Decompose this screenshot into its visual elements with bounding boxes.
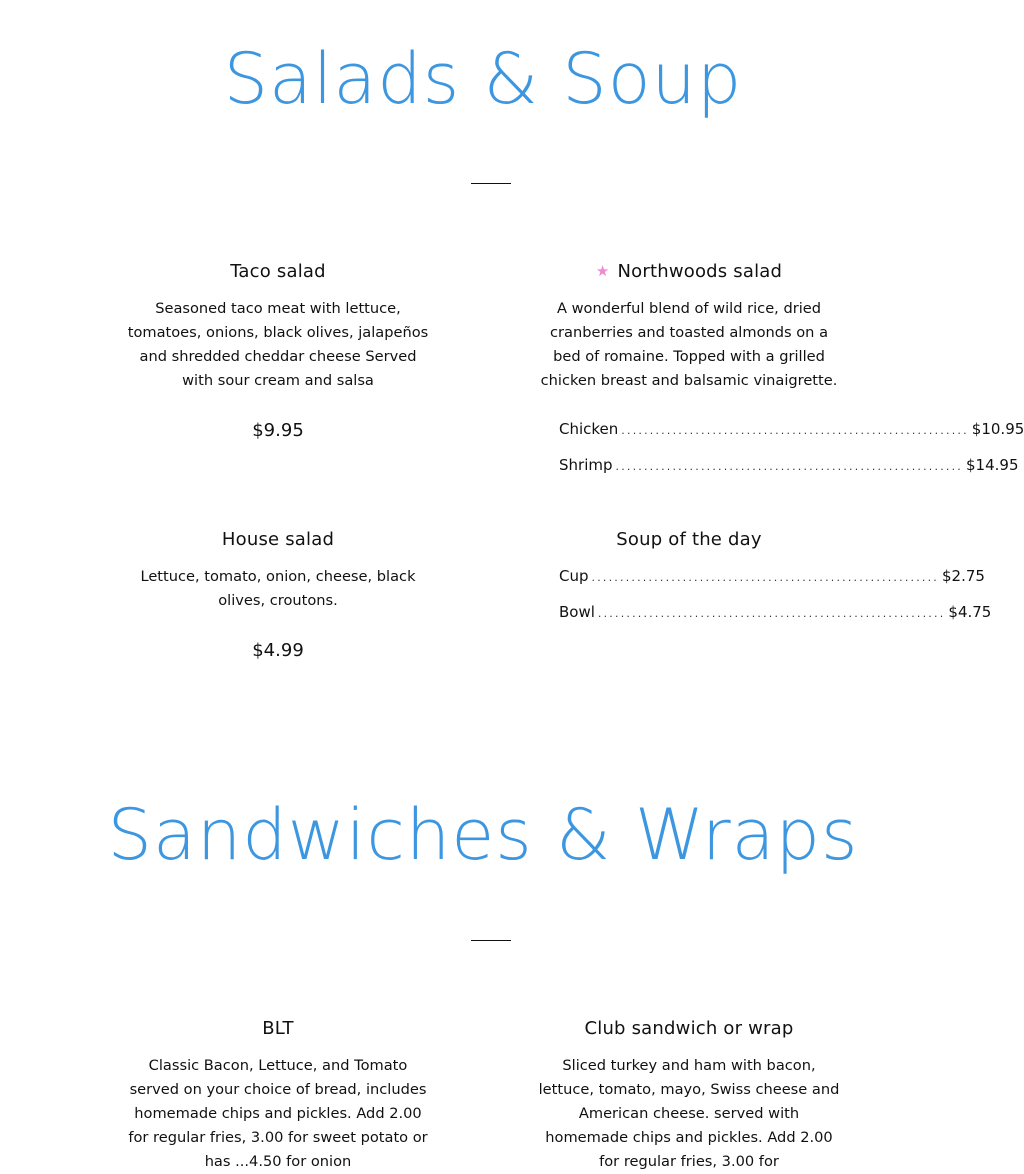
item-name: Northwoods salad <box>617 261 783 282</box>
item-name: Taco salad <box>230 261 326 282</box>
leader-dots: ............................................................. <box>621 424 969 437</box>
price-option-row <box>559 419 1024 441</box>
item-name: Club sandwich or wrap <box>584 1018 794 1039</box>
leader-dots: ............................................................. <box>597 607 946 620</box>
menu-item-club-sandwich <box>538 1018 840 1174</box>
item-description: Lettuce, tomato, onion, cheese, black olives, croutons. <box>140 568 416 609</box>
price-option-row <box>559 566 985 588</box>
price-option-row <box>559 602 992 624</box>
menu-item-northwoods-salad <box>538 261 1024 474</box>
item-name: Soup of the day <box>616 529 762 550</box>
item-price: $4.99 <box>252 640 304 661</box>
option-price: $14.95 <box>966 456 1019 474</box>
item-name-row <box>538 261 840 283</box>
item-description: Classic Bacon, Lettuce, and Tomato served on your choice of bread, includes homemade chips and pickles. Add 2.00 for regular fries, 3.00 for sweet potato or has ...4.50 for onion <box>128 1057 428 1170</box>
menu-item-house-salad <box>123 529 433 661</box>
section-title-sandwiches-wraps: Sandwiches & Wraps <box>107 794 859 876</box>
option-label: Bowl <box>559 603 595 621</box>
item-description: Sliced turkey and ham with bacon, lettuce, tomato, mayo, Swiss cheese and American cheese. served with homemade chips and pickles. Add 2.00 for regular fries, 3.00 for <box>538 1057 840 1170</box>
section-divider <box>471 940 511 941</box>
item-description: A wonderful blend of wild rice, dried cranberries and toasted almonds on a bed of romaine. Topped with a grilled chicken breast and balsamic vinaigrette. <box>540 300 838 389</box>
star-icon: ★ <box>595 262 610 280</box>
item-description: Seasoned taco meat with lettuce, tomatoes, onions, black olives, jalapeños and shredded cheddar cheese Served with sour cream and salsa <box>127 300 429 389</box>
item-name: House salad <box>221 529 335 550</box>
option-label: Cup <box>559 567 589 585</box>
leader-dots: ............................................................. <box>591 571 940 584</box>
menu-item-taco-salad <box>123 261 433 441</box>
item-price: $9.95 <box>252 420 304 441</box>
menu-item-soup-of-the-day <box>538 529 992 621</box>
section-divider <box>471 183 511 184</box>
option-price: $10.95 <box>971 420 1024 438</box>
option-price: $4.75 <box>948 603 992 621</box>
price-option-row <box>559 455 1019 477</box>
option-label: Shrimp <box>559 456 613 474</box>
item-name: BLT <box>262 1018 294 1039</box>
menu-item-blt <box>123 1018 433 1174</box>
option-price: $2.75 <box>942 567 985 585</box>
option-label: Chicken <box>559 420 619 438</box>
section-title-salads-soup: Salads & Soup <box>223 38 743 120</box>
leader-dots: ............................................................. <box>615 460 963 473</box>
